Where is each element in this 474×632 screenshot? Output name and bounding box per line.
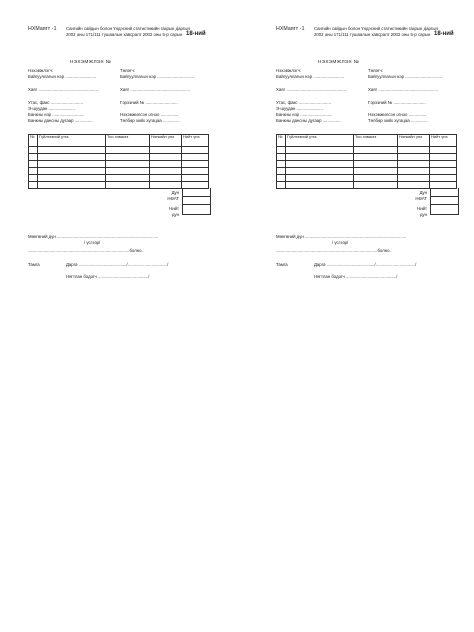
amount-words-line: .....................................................................................болно. xyxy=(276,248,391,253)
stamp-label: Тамга xyxy=(28,262,40,267)
grand-total-box xyxy=(182,204,211,215)
issuer-org-name: Байгууллагын нэр .......................... xyxy=(28,74,97,79)
col-quantity: Тоо хэмжээ xyxy=(106,135,150,147)
payer-label: Төлөгч: xyxy=(120,68,135,73)
col-unit-price: Нэгжийн үнэ xyxy=(398,135,430,147)
form-code: НХМаягт -1 xyxy=(276,26,305,32)
stamp-label: Тамга xyxy=(276,262,288,267)
table-row xyxy=(29,147,209,154)
issuer-address: Хаяг .................................................. xyxy=(28,87,99,92)
table-row xyxy=(277,175,457,182)
payer-org-name: Байгууллагын нэр ............................... xyxy=(120,74,195,79)
phone-fax: Утас, факс ........................... xyxy=(28,100,84,105)
table-row xyxy=(277,161,457,168)
amount-words-line: .....................................................................................болно. xyxy=(28,248,143,253)
decree-line-2: 2002 оны 171/111 тушаалын хавсралт 2002 оны 6-р сарын xyxy=(66,32,183,37)
invoice-title: НЭХЭМЖЛЭХ № xyxy=(318,60,360,65)
col-description: Гүйлгээний утга xyxy=(286,135,354,147)
accountant-signature: Нягтлан бодогч ........................................../ xyxy=(314,274,398,279)
table-row xyxy=(29,154,209,161)
grand-total-label: Нийт xyxy=(169,206,179,211)
payer-label: Төлөгч: xyxy=(368,68,383,73)
amount-words-unit: / үсгээр/ xyxy=(332,240,349,245)
vat-label: НӨАТ xyxy=(167,196,179,201)
invoice-title: НЭХЭМЖЛЭХ № xyxy=(70,60,112,65)
issuer-org-name: Байгууллагын нэр .......................... xyxy=(276,74,345,79)
payer-address: Хаяг .................................................. xyxy=(368,87,439,92)
col-description: Гүйлгээний утга xyxy=(38,135,106,147)
amount-in-words: Мөнгөний дүн ..................................................................................... xyxy=(276,234,407,239)
bank-name: Банкны нэр ........................... xyxy=(28,112,85,117)
vat-label: НӨАТ xyxy=(415,196,427,201)
table-header-row xyxy=(29,135,209,147)
accountant-signature: Нягтлан бодогч ........................................../ xyxy=(66,274,150,279)
decree-number: 18-ний xyxy=(434,30,454,37)
payer-org-name: Байгууллагын нэр ............................... xyxy=(368,74,443,79)
director-signature: Дарга ......................................../................................./ xyxy=(314,262,417,267)
total-label: Дүн xyxy=(419,190,427,195)
table-row xyxy=(277,168,457,175)
table-header-row xyxy=(277,135,457,147)
email: Э-шуудан ...................... xyxy=(276,106,323,111)
table-row xyxy=(29,168,209,175)
grand-total-label: Нийт xyxy=(417,206,427,211)
grand-total-box xyxy=(430,204,459,215)
items-table xyxy=(28,134,209,189)
col-number: № xyxy=(29,135,38,147)
invoice-date: Нэхэмжилсэн огноо ............... xyxy=(368,112,427,117)
col-quantity: Тоо хэмжээ xyxy=(354,135,398,147)
amount-in-words: Мөнгөний дүн ..................................................................................... xyxy=(28,234,159,239)
table-row xyxy=(277,147,457,154)
total-label: Дүн xyxy=(171,190,179,195)
due-date: Төлбөр хийх хугацаа .............. xyxy=(368,118,428,123)
contract-number: Гэрээний № ........................... xyxy=(368,100,426,105)
grand-total-label-2: дүн xyxy=(171,212,179,217)
col-number: № xyxy=(277,135,286,147)
contract-number: Гэрээний № ........................... xyxy=(120,100,178,105)
invoice-form-right xyxy=(276,26,474,286)
due-date: Төлбөр хийх хугацаа .............. xyxy=(120,118,180,123)
decree-number: 18-ний xyxy=(186,30,206,37)
email: Э-шуудан ...................... xyxy=(28,106,75,111)
decree-line-1: Сангийн сайдын болон Үндэсний статистикийн газрын даргын xyxy=(314,26,438,31)
grand-total-label-2: дүн xyxy=(419,212,427,217)
items-table xyxy=(276,134,457,189)
issuer-address: Хаяг .................................................. xyxy=(276,87,347,92)
invoice-form-left xyxy=(28,26,236,286)
issuer-label: Нэхэмжлэгч: xyxy=(28,68,54,73)
col-unit-price: Нэгжийн үнэ xyxy=(150,135,182,147)
bank-account: Банкны дансны дугаар ............... xyxy=(28,118,93,123)
bank-name: Банкны нэр ........................... xyxy=(276,112,333,117)
issuer-label: Нэхэмжлэгч: xyxy=(276,68,302,73)
table-row xyxy=(277,154,457,161)
col-total: Нийт үнэ xyxy=(182,135,209,147)
col-total: Нийт үнэ xyxy=(430,135,457,147)
director-signature: Дарга ......................................../................................./ xyxy=(66,262,169,267)
amount-words-unit: / үсгээр/ xyxy=(84,240,101,245)
table-row xyxy=(29,175,209,182)
decree-line-1: Сангийн сайдын болон Үндэсний статистикийн газрын даргын xyxy=(66,26,190,31)
bank-account: Банкны дансны дугаар ............... xyxy=(276,118,341,123)
table-row xyxy=(29,161,209,168)
form-code: НХМаягт -1 xyxy=(28,26,57,32)
phone-fax: Утас, факс ........................... xyxy=(276,100,332,105)
decree-line-2: 2002 оны 171/111 тушаалын хавсралт 2002 оны 6-р сарын xyxy=(314,32,431,37)
invoice-date: Нэхэмжилсэн огноо ............... xyxy=(120,112,179,117)
payer-address: Хаяг .................................................. xyxy=(120,87,191,92)
